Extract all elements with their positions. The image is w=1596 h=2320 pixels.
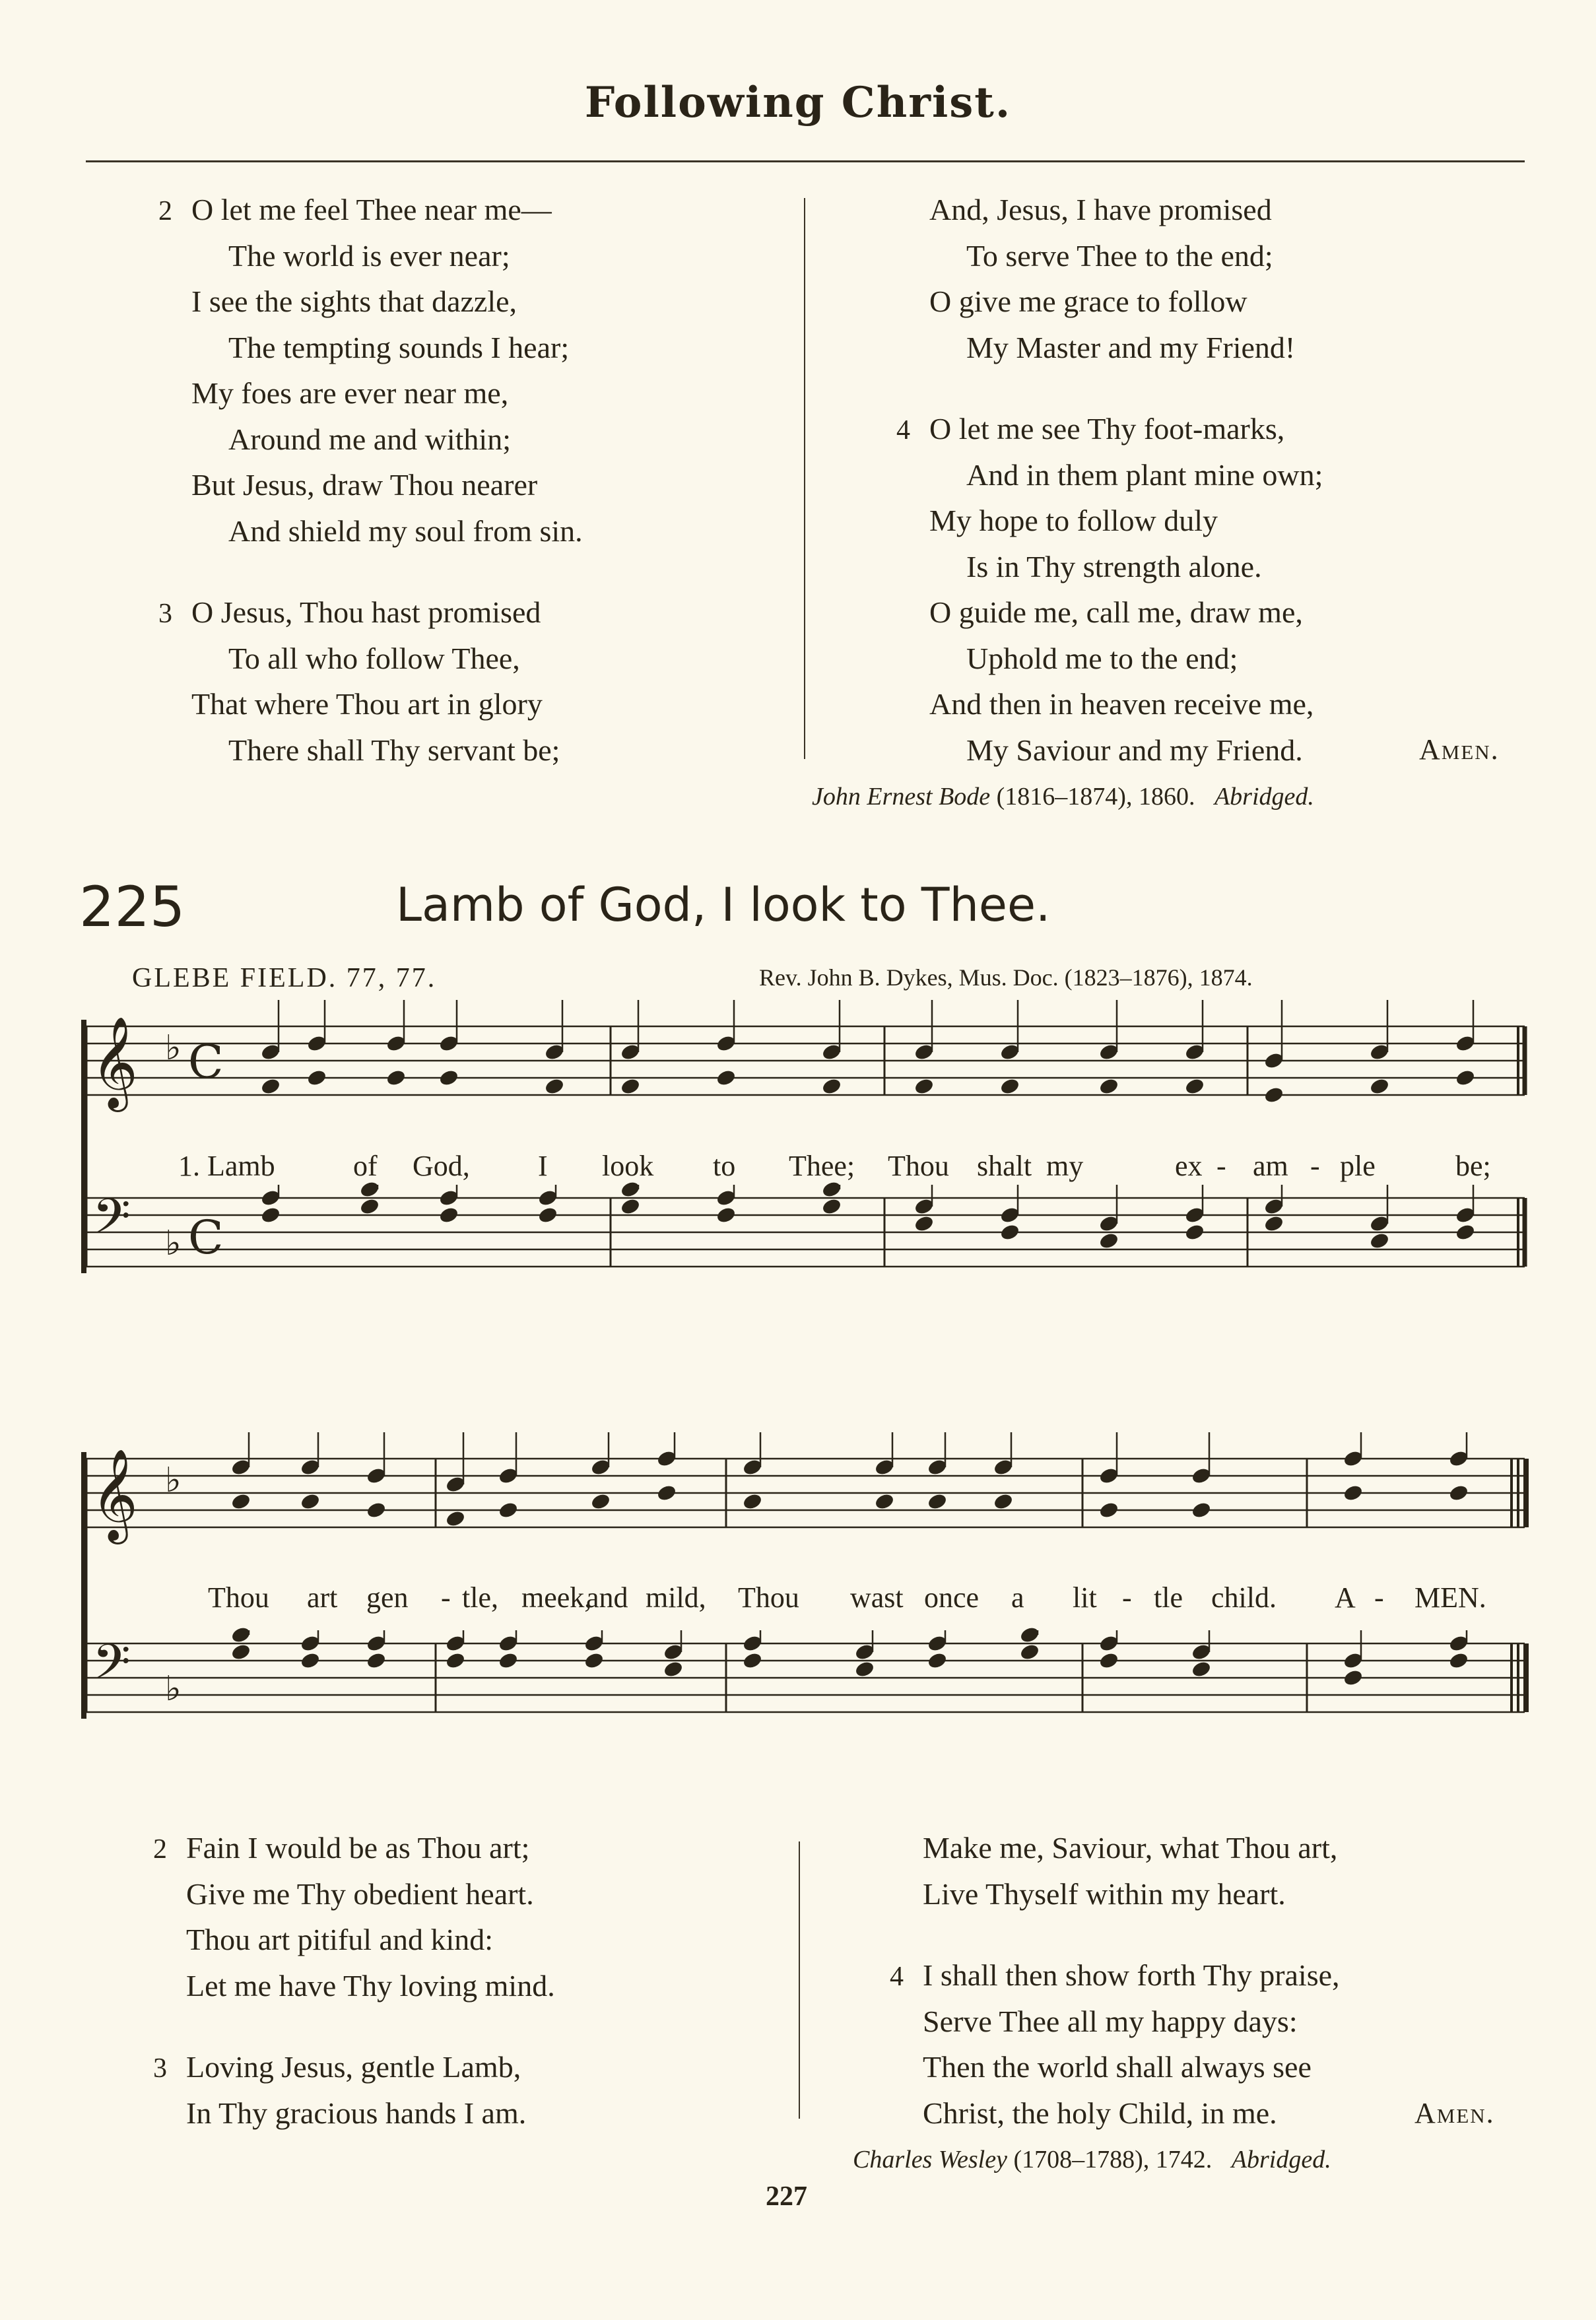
note-head	[385, 1069, 406, 1086]
note-head	[993, 1492, 1013, 1510]
note-head	[1098, 1501, 1119, 1519]
verse-text: The world is ever near;	[228, 238, 510, 273]
lyric-syllable: wast	[850, 1581, 904, 1614]
note-head	[438, 1069, 459, 1086]
lyric-syllable: MEN.	[1414, 1581, 1486, 1614]
verse-number: 4	[890, 1962, 904, 1992]
abridged-note: Abridged.	[1231, 2146, 1331, 2173]
note-head	[927, 1492, 947, 1510]
note-head	[583, 1651, 604, 1669]
verse-text: Live Thyself within my heart.	[923, 1876, 1286, 1911]
verse-text: O let me feel Thee near me—	[191, 193, 552, 226]
hymn-title: Lamb of God, I look to Thee.	[396, 878, 1051, 932]
verse-number: 3	[153, 2053, 167, 2084]
note-head	[366, 1501, 386, 1519]
lyric-syllable: -	[1216, 1150, 1226, 1182]
verse-text: O guide me, call me, draw me,	[929, 595, 1303, 629]
note-head	[874, 1492, 894, 1510]
note-head	[1369, 1077, 1389, 1095]
note-head	[1448, 1484, 1469, 1502]
note-head	[260, 1077, 281, 1095]
verse-number: 2	[158, 196, 172, 226]
verse-text: Is in Thy strength alone.	[966, 549, 1262, 583]
lyric-syllable: to	[713, 1150, 736, 1182]
note-head	[544, 1077, 564, 1095]
lyric-syllable: God,	[413, 1150, 470, 1182]
note-head	[715, 1069, 736, 1086]
flat-sign: ♭	[165, 1028, 182, 1068]
lyric-syllable: A	[1335, 1581, 1356, 1614]
verse-text: Give me Thy obedient heart.	[186, 1876, 534, 1911]
note-head	[359, 1197, 380, 1215]
treble-clef: 𝄞	[91, 1449, 138, 1541]
note-head	[498, 1651, 518, 1669]
lyric-syllable: lit	[1073, 1581, 1097, 1614]
verse-text: O give me grace to follow	[929, 284, 1247, 318]
note-head	[821, 1197, 842, 1215]
note-head	[1263, 1086, 1284, 1104]
lyric-syllable: Thou	[738, 1581, 799, 1614]
verse-text: And in them plant mine own;	[966, 457, 1323, 492]
verse-line	[923, 2044, 1340, 2090]
lyric-syllable: Thee;	[789, 1150, 855, 1182]
flat-sign: ♭	[165, 1224, 182, 1263]
hymn-225-left-column	[153, 1825, 555, 2136]
verse-text: In Thy gracious hands I am.	[186, 2096, 527, 2130]
attribution-225	[853, 2145, 1331, 2174]
lyric-syllable: my	[1046, 1150, 1084, 1182]
lyric-syllable: once	[924, 1581, 980, 1614]
lyric-syllable: a	[1011, 1581, 1024, 1614]
verse-line	[923, 2090, 1340, 2137]
time-signature: C	[188, 1210, 224, 1265]
dates: (1816–1874), 1860.	[996, 783, 1195, 811]
verse-line	[153, 1825, 555, 1871]
lyric-syllable: Thou	[888, 1150, 949, 1182]
flat-sign: ♭	[165, 1669, 182, 1709]
verse-text: There shall Thy servant be;	[228, 733, 560, 767]
note-head	[537, 1206, 558, 1224]
note-head	[1184, 1223, 1205, 1241]
time-signature: C	[188, 1035, 224, 1089]
verse-text: Uphold me to the end;	[966, 641, 1238, 675]
note-head	[1019, 1643, 1040, 1661]
note-head	[1455, 1069, 1475, 1086]
lyric-syllable: ple	[1340, 1150, 1376, 1182]
lyric-syllable: art	[307, 1581, 338, 1614]
note-head	[1263, 1214, 1284, 1232]
verse-number: 3	[158, 599, 172, 629]
verse-text: Loving Jesus, gentle Lamb,	[186, 2050, 521, 2084]
lyric-syllable: -	[1374, 1581, 1384, 1614]
running-title: Following Christ.	[584, 78, 1012, 127]
column-divider	[799, 1841, 800, 2119]
dates: (1708–1788), 1742.	[1013, 2146, 1213, 2173]
verse-text: Let me have Thy loving mind.	[186, 1968, 555, 2003]
amen-225: Amen.	[1414, 2097, 1495, 2129]
verse-text: Make me, Saviour, what Thou art,	[923, 1831, 1338, 1865]
note-head	[742, 1492, 762, 1510]
verse-text: Serve Thee all my happy days:	[923, 2004, 1298, 2038]
verse-text: To serve Thee to the end;	[966, 238, 1273, 273]
note-head	[999, 1223, 1020, 1241]
note-head	[590, 1492, 611, 1510]
note-head	[1098, 1232, 1119, 1249]
note-head	[999, 1077, 1020, 1095]
verse-line	[923, 1999, 1340, 2045]
note-head	[438, 1206, 459, 1224]
author: John Ernest Bode	[812, 783, 991, 811]
note-head	[821, 1077, 842, 1095]
verse-text: My hope to follow duly	[929, 504, 1218, 537]
note-head	[1343, 1669, 1363, 1686]
verse-text: My Saviour and my Friend.	[966, 733, 1303, 767]
verse-line	[923, 1825, 1340, 1871]
note-head	[306, 1069, 327, 1086]
verse-text: But Jesus, draw Thou nearer	[191, 468, 538, 502]
verse-number: 2	[153, 1834, 167, 1865]
amen-224: Amen.	[1419, 733, 1500, 766]
verse-line	[923, 1871, 1340, 1917]
note-head	[260, 1206, 281, 1224]
verse-line	[186, 1871, 555, 1917]
page-number: 227	[766, 2181, 807, 2212]
author: Charles Wesley	[853, 2146, 1007, 2173]
verse-text: Then the world shall always see	[923, 2050, 1312, 2084]
lyric-syllable: be;	[1455, 1150, 1491, 1182]
lyric-syllable: 1. Lamb	[178, 1150, 275, 1182]
treble-clef: 𝄞	[91, 1016, 138, 1108]
lyric-syllable: mild,	[646, 1581, 706, 1614]
note-head	[1184, 1077, 1205, 1095]
lyric-syllable: -	[441, 1581, 451, 1614]
lyric-syllable: tle	[1154, 1581, 1183, 1614]
lyric-syllable: and	[586, 1581, 628, 1614]
verse-text: I shall then show forth Thy praise,	[923, 1958, 1340, 1992]
note-head	[1448, 1651, 1469, 1669]
bass-clef: 𝄢	[92, 1634, 131, 1703]
hymn-number: 225	[79, 875, 185, 939]
note-head	[1191, 1501, 1211, 1519]
note-head	[445, 1651, 465, 1669]
verse-line	[153, 2044, 555, 2090]
note-head	[927, 1651, 947, 1669]
note-head	[1098, 1077, 1119, 1095]
note-head	[620, 1197, 640, 1215]
lyric-syllable: -	[1310, 1150, 1320, 1182]
lyric-syllable: gen	[366, 1581, 409, 1614]
note-head	[742, 1651, 762, 1669]
note-head	[620, 1077, 640, 1095]
note-head	[366, 1651, 386, 1669]
lyric-syllable: look	[602, 1150, 654, 1182]
verse-text: Thou art pitiful and kind:	[186, 1923, 494, 1956]
verse-line	[186, 1963, 555, 2009]
verse-text: O let me see Thy foot-marks,	[929, 412, 1285, 446]
lyric-syllable: meek,	[521, 1581, 592, 1614]
verse-text: To all who follow Thee,	[228, 641, 520, 675]
flat-sign: ♭	[165, 1461, 182, 1500]
verse-text: Fain I would be as Thou art;	[186, 1831, 530, 1865]
verse-text: I see the sights that dazzle,	[191, 284, 517, 318]
verse-text: That where Thou art in glory	[191, 687, 543, 721]
lyric-syllable: shalt	[977, 1150, 1032, 1182]
note-head	[230, 1492, 251, 1510]
note-head	[300, 1651, 320, 1669]
note-head	[1369, 1232, 1389, 1249]
note-head	[914, 1214, 934, 1232]
lyric-syllable: tle,	[462, 1581, 498, 1614]
note-head	[854, 1660, 875, 1678]
note-head	[715, 1206, 736, 1224]
verse-text: Around me and within;	[228, 422, 511, 456]
note-head	[656, 1484, 677, 1502]
lyric-syllable: child.	[1211, 1581, 1277, 1614]
lyric-syllable: I	[538, 1150, 548, 1182]
tune-name: GLEBE FIELD. 77, 77.	[132, 963, 437, 993]
verse-number: 4	[896, 415, 910, 446]
verse-text: Christ, the holy Child, in me.	[923, 2096, 1277, 2130]
verse-text: And, Jesus, I have promised	[929, 193, 1272, 226]
lyric-syllable: ex	[1175, 1150, 1203, 1182]
bass-clef: 𝄢	[92, 1188, 131, 1257]
hymn-225-right-column	[890, 1825, 1340, 2136]
note-head	[230, 1643, 251, 1661]
abridged-note: Abridged.	[1214, 783, 1314, 811]
verse-text: The tempting sounds I hear;	[228, 330, 570, 364]
verse-line	[186, 1917, 555, 1963]
lyric-syllable: of	[353, 1150, 378, 1182]
note-head	[1455, 1223, 1475, 1241]
note-head	[1191, 1660, 1211, 1678]
verse-text: And shield my soul from sin.	[228, 514, 583, 548]
verse-text: And then in heaven receive me,	[929, 687, 1314, 721]
verse-text: My foes are ever near me,	[191, 376, 509, 410]
note-head	[445, 1509, 465, 1527]
lyric-syllable: -	[1122, 1581, 1132, 1614]
composer-credit: Rev. John B. Dykes, Mus. Doc. (1823–1876), 1874.	[759, 964, 1253, 991]
note-head	[498, 1501, 518, 1519]
lyric-syllable: Thou	[208, 1581, 269, 1614]
note-head	[1098, 1651, 1119, 1669]
note-head	[914, 1077, 934, 1095]
note-head	[1343, 1484, 1363, 1502]
note-head	[663, 1660, 683, 1678]
verse-text: O Jesus, Thou hast promised	[191, 595, 541, 629]
verse-text: My Master and my Friend!	[966, 330, 1296, 364]
note-head	[300, 1492, 320, 1510]
verse-line	[890, 1952, 1340, 1999]
verse-line	[186, 2090, 555, 2137]
lyric-syllable: am	[1253, 1150, 1288, 1182]
